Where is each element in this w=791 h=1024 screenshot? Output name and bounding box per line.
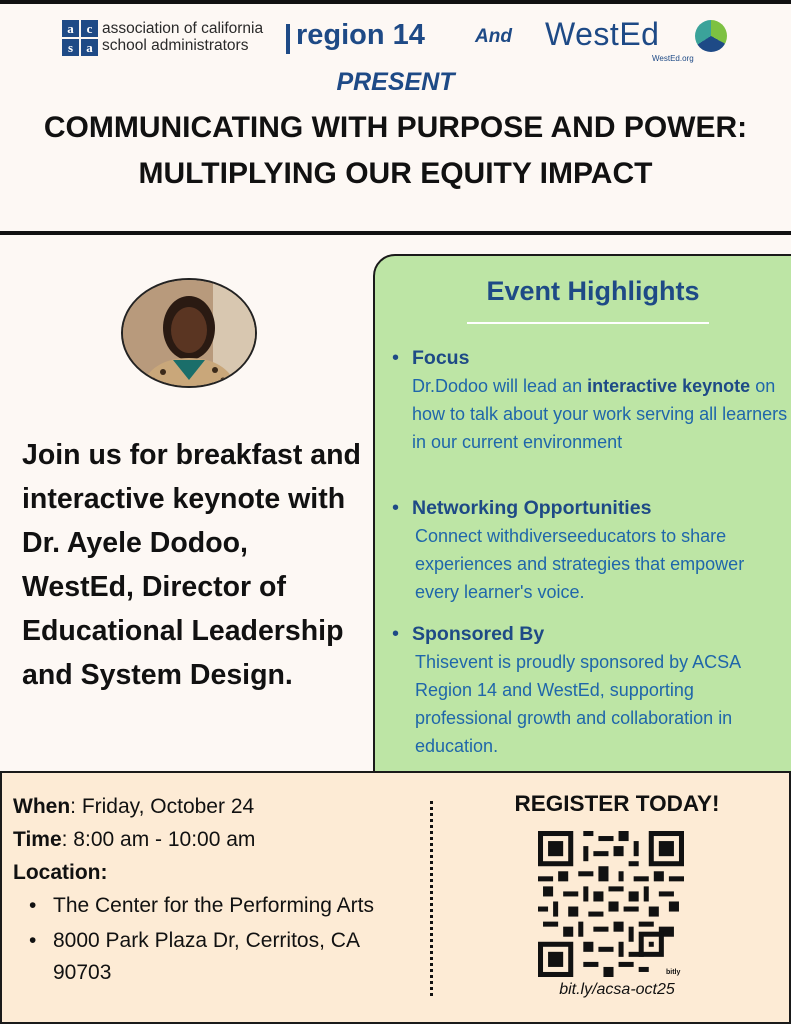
- event-title: [0, 105, 791, 197]
- section-divider: [0, 231, 791, 235]
- time-line: [13, 828, 255, 852]
- register-link[interactable]: bit.ly/acsa-oct25: [559, 981, 675, 998]
- time-value: : 8:00 am - 10:00 am: [61, 828, 256, 851]
- location-item: [29, 925, 409, 989]
- location-address: 8000 Park Plaza Dr, Cerritos, CA 90703: [53, 929, 359, 984]
- acsa-logo-letter: c: [81, 20, 98, 37]
- highlight-body: Thisevent is proudly sponsored by ACSA Region 14 and WestEd, supporting professional growth and collaboration in education.: [415, 652, 741, 756]
- time-label: Time: [13, 828, 62, 851]
- wested-globe-icon: [695, 20, 727, 52]
- highlight-sponsored: [392, 620, 791, 760]
- highlights-underline: [467, 322, 709, 324]
- acsa-line-2: school administrators: [102, 37, 249, 54]
- highlight-body: Connect withdiverseeducators to share experiences and strategies that empower every learner's voice.: [415, 526, 745, 602]
- event-highlights-panel: [373, 254, 791, 778]
- event-title-line-2: MULTIPLYING OUR EQUITY IMPACT: [138, 157, 653, 190]
- highlight-body: [412, 372, 791, 456]
- location-list: [29, 890, 409, 989]
- qr-code-icon[interactable]: [538, 831, 684, 977]
- header: [0, 4, 791, 232]
- qr-brand: bitly: [666, 969, 681, 976]
- speaker-photo: [121, 278, 257, 388]
- highlight-body-bold: interactive keynote: [587, 376, 751, 396]
- present-label: PRESENT: [336, 68, 455, 96]
- bullet-icon: •: [392, 623, 400, 645]
- highlights-title: Event Highlights: [486, 276, 700, 306]
- location-item: [29, 890, 409, 922]
- event-details-footer: [0, 771, 791, 1024]
- register-heading: REGISTER TODAY!: [514, 791, 720, 816]
- highlight-heading: Sponsored By: [412, 623, 545, 645]
- location-venue: The Center for the Performing Arts: [53, 894, 374, 917]
- wested-logo-text: WestEd: [545, 16, 660, 52]
- and-label: And: [475, 26, 512, 47]
- wested-url: WestEd.org: [652, 54, 694, 63]
- acsa-name: [102, 20, 263, 54]
- dotted-divider: [430, 801, 433, 996]
- highlight-heading: Focus: [412, 347, 470, 369]
- location-label: [13, 861, 108, 885]
- highlight-heading: Networking Opportunities: [412, 497, 652, 519]
- bullet-icon: •: [29, 894, 37, 917]
- highlight-focus: [392, 344, 791, 456]
- bullet-icon: •: [29, 929, 37, 952]
- bullet-icon: •: [392, 347, 400, 369]
- bullet-icon: •: [392, 497, 400, 519]
- highlight-body-text: Dr.Dodoo will lead an: [412, 376, 588, 396]
- region-divider: [286, 24, 290, 54]
- invitation-text: Join us for breakfast and interactive keynote with Dr. Ayele Dodoo, WestEd, Director of Educational Leadership and System Design.: [22, 439, 361, 691]
- when-label: When: [13, 795, 71, 818]
- acsa-logo-letter: a: [81, 39, 98, 56]
- when-value: : Friday, October 24: [70, 795, 255, 818]
- highlight-networking: [392, 494, 791, 606]
- location-label-text: Location:: [13, 861, 108, 884]
- speaker-portrait-icon: [123, 280, 255, 386]
- region-label: region 14: [296, 19, 425, 51]
- event-title-line-1: COMMUNICATING WITH PURPOSE AND POWER:: [43, 111, 748, 144]
- acsa-logo-letter: a: [62, 20, 79, 37]
- highlight-body-text: on how to talk about your work serving all learners in our current environment: [412, 376, 788, 452]
- acsa-logo: [62, 20, 98, 56]
- when-line: [13, 795, 254, 819]
- acsa-logo-letter: s: [62, 39, 79, 56]
- acsa-line-1: association of california: [102, 20, 264, 37]
